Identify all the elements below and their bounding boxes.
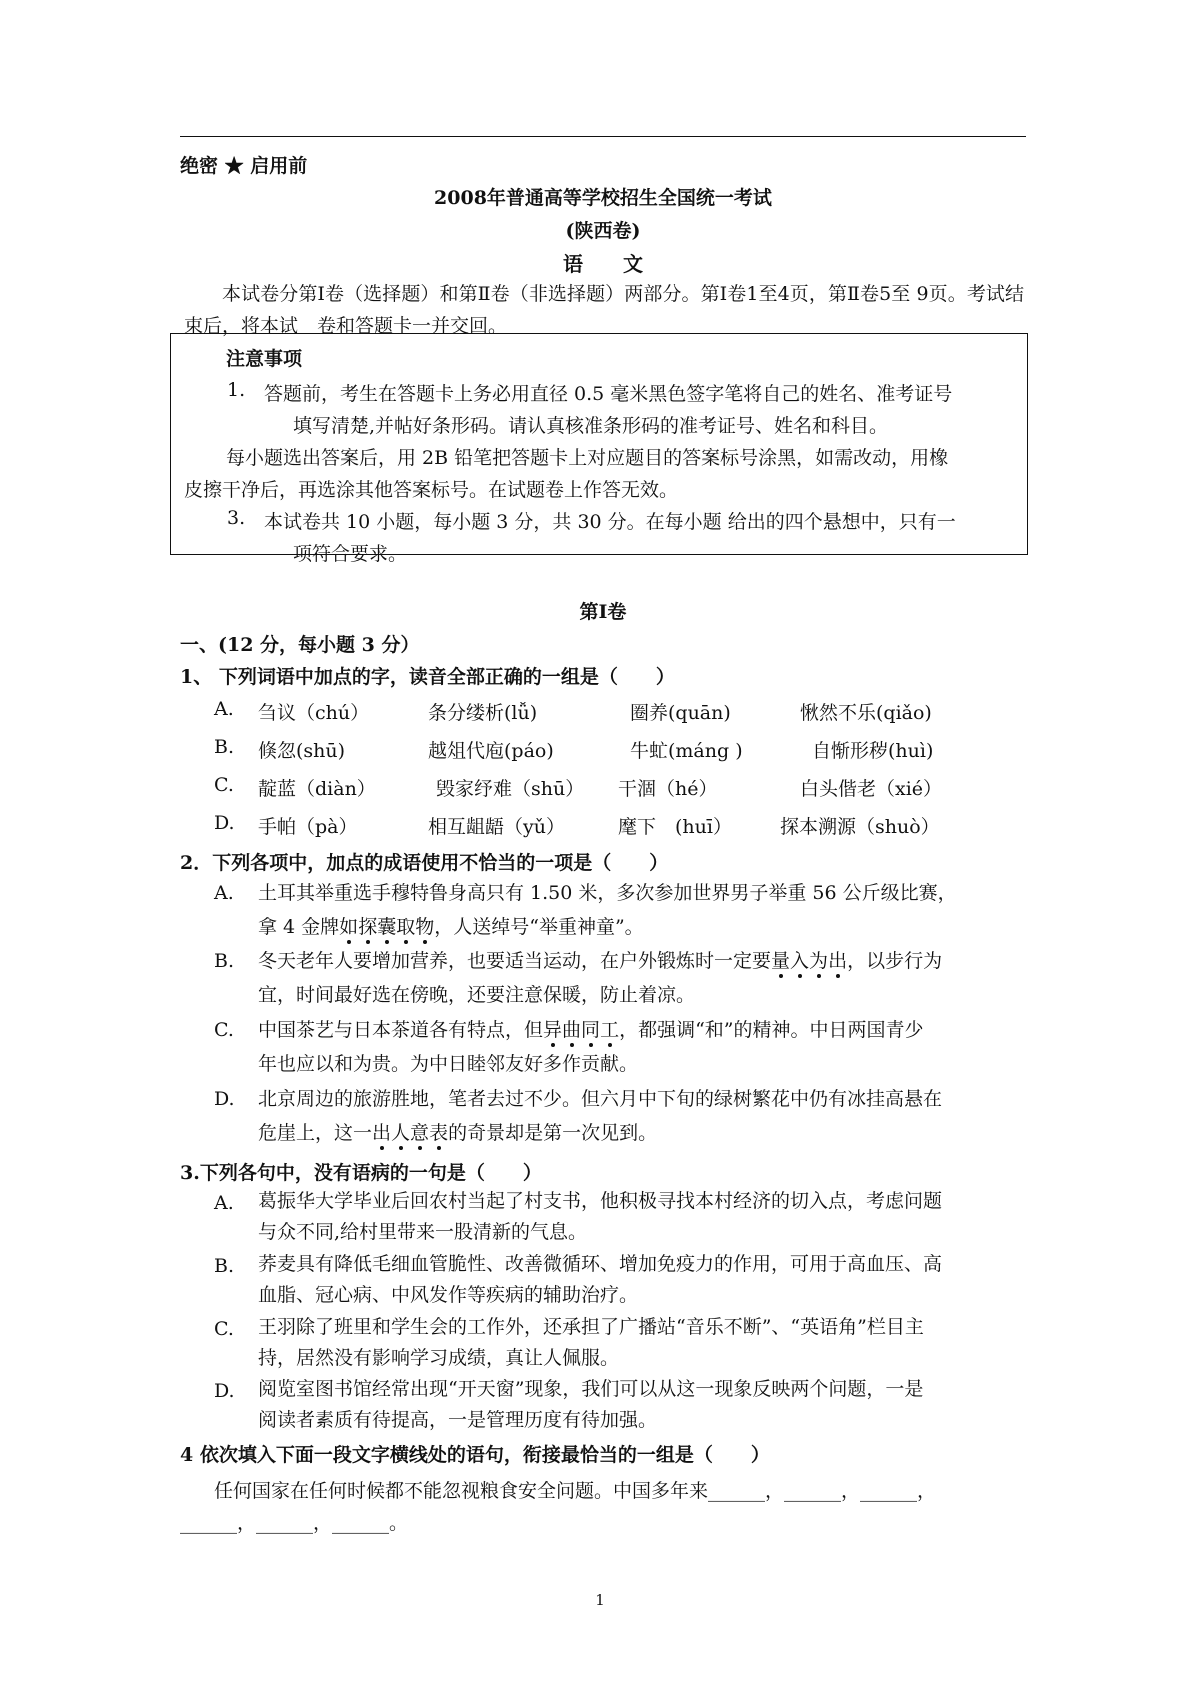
option-text bbox=[258, 876, 1026, 944]
option-text bbox=[258, 944, 1026, 1012]
dotted-idiom bbox=[339, 916, 434, 938]
q1-c-word3: 干涸（hé） bbox=[618, 778, 718, 800]
emphasis-char: 探 bbox=[358, 916, 378, 938]
q1-c-word4: 白头偕老（xié） bbox=[800, 778, 943, 800]
q3-c-line2: 持，居然没有影响学习成绩，真让人佩服。 bbox=[258, 1347, 620, 1369]
q3-c-line1: 王羽除了班里和学生会的工作外，还承担了广播站“音乐不断”、“英语角”栏目主 bbox=[258, 1316, 924, 1338]
emphasis-char: 曲 bbox=[562, 1019, 582, 1041]
notice-item2-line2: 皮擦干净后，再选涂其他答案标号。在试题卷上作答无效。 bbox=[184, 479, 679, 501]
emphasis-char: 如 bbox=[339, 916, 359, 938]
emphasis-char: 为 bbox=[809, 950, 829, 972]
secret-label: 绝密 ★ 启用前 bbox=[180, 155, 308, 177]
q3-d-line2: 阅读者素质有待提高，一是管理历度有待加强。 bbox=[258, 1409, 658, 1431]
emphasis-char: 囊 bbox=[377, 916, 397, 938]
option-text bbox=[258, 1186, 1026, 1248]
q1-a-word4: 愀然不乐(qiǎo) bbox=[800, 702, 932, 724]
option-letter: A. bbox=[214, 1192, 234, 1214]
q1-b-word3: 牛虻(máng ) bbox=[630, 740, 743, 762]
text-segment: 中国茶艺与日本茶道各有特点，但 bbox=[258, 1019, 544, 1041]
q3-b-line2: 血脂、冠心病、中风发作等疾病的辅助治疗。 bbox=[258, 1284, 639, 1306]
emphasis-char: 入 bbox=[790, 950, 810, 972]
q2-b-line2: 宜，时间最好选在傍晚，还要注意保暖，防止着凉。 bbox=[258, 984, 696, 1006]
intro-paragraph: 本试卷分第Ⅰ卷（选择题）和第Ⅱ卷（非选择题）两部分。第Ⅰ卷1至4页，第Ⅱ卷5至 9页。考试结束后，将本试 卷和答题卡一并交回。 bbox=[184, 283, 1024, 337]
text-segment: 拿 4 金牌 bbox=[258, 916, 340, 938]
q2-a-line1: 土耳其举重选手穆特鲁身高只有 1.50 米，多次参加世界男子举重 56 公斤级比赛， bbox=[258, 882, 957, 904]
notice-heading: 注意事项 bbox=[226, 348, 303, 370]
emphasis-char: 物 bbox=[415, 916, 435, 938]
q1-b-word4: 自惭形秽(huì) bbox=[812, 740, 934, 762]
option-text bbox=[258, 1374, 1026, 1436]
option-letter: C. bbox=[214, 1019, 234, 1041]
q3-d-line1: 阅览室图书馆经常出现“开天窗”现象，我们可以从这一现象反映两个问题，一是 bbox=[258, 1378, 924, 1400]
q2-a-line2 bbox=[258, 910, 1026, 944]
subject-title: 语 文 bbox=[563, 252, 643, 276]
top-rule bbox=[180, 136, 1026, 137]
emphasis-char: 异 bbox=[543, 1019, 563, 1041]
text-segment: 冬天老年人要增加营养，也要适当运动，在户外锻炼时一定要 bbox=[258, 950, 772, 972]
option-letter: D. bbox=[214, 1088, 235, 1110]
option-letter: B. bbox=[214, 736, 235, 758]
q2-c-line1 bbox=[258, 1013, 1026, 1047]
q4-title: 4 依次填入下面一段文字横线处的语句，衔接最恰当的一组是（ ） bbox=[180, 1444, 770, 1466]
emphasis-char: 工 bbox=[600, 1019, 620, 1041]
emphasis-char: 人 bbox=[391, 1122, 411, 1144]
emphasis-char: 意 bbox=[410, 1122, 430, 1144]
option-letter: A. bbox=[214, 698, 234, 720]
option-text bbox=[258, 1312, 1026, 1374]
q4-line1: 任何国家在任何时候都不能忽视粮食安全问题。中国多年来______，______，______， bbox=[214, 1480, 937, 1502]
emphasis-char: 出 bbox=[828, 950, 848, 972]
q3-a-line2: 与众不同,给村里带来一股清新的气息。 bbox=[258, 1221, 588, 1243]
q1-d-word1: 手帕（pà） bbox=[258, 816, 358, 838]
dotted-idiom bbox=[372, 1122, 448, 1144]
q2-d-line1: 北京周边的旅游胜地，笔者去过不少。但六月中下旬的绿树繁花中仍有冰挂高悬在 bbox=[258, 1088, 943, 1110]
exam-subtitle: (陕西卷) bbox=[565, 220, 641, 242]
notice-item1-number: 1. bbox=[227, 379, 246, 401]
q2-c-line2: 年也应以和为贵。为中日睦邻友好多作贡献。 bbox=[258, 1053, 639, 1075]
dotted-idiom bbox=[771, 950, 847, 972]
option-text bbox=[258, 1013, 1026, 1081]
exam-title: 2008年普通高等学校招生全国统一考试 bbox=[434, 187, 772, 209]
option-letter: B. bbox=[214, 1255, 235, 1277]
option-letter: C. bbox=[214, 1318, 234, 1340]
emphasis-char: 同 bbox=[581, 1019, 601, 1041]
option-letter: A. bbox=[214, 882, 234, 904]
q1-a-word3: 圈养(quān) bbox=[630, 702, 731, 724]
q1-d-word4: 探本溯源（shuò） bbox=[780, 816, 940, 838]
section-heading: 一、(12 分，每小题 3 分） bbox=[180, 634, 420, 656]
q3-title: 3.下列各句中，没有语病的一句是（ ） bbox=[180, 1162, 542, 1184]
notice-item3-line2: 项符合要求。 bbox=[293, 543, 408, 565]
text-segment: ，以步行为 bbox=[847, 950, 943, 972]
page-number: 1 bbox=[595, 1591, 605, 1609]
q3-b-line1: 荞麦具有降低毛细血管脆性、改善微循环、增加免疫力的作用，可用于高血压、高 bbox=[258, 1253, 943, 1275]
q1-d-word3: 麾下 (huī） bbox=[618, 816, 732, 838]
notice-item1-line1: 答题前，考生在答题卡上务必用直径 0.5 毫米黑色签字笔将自己的姓名、准考证号 bbox=[264, 383, 953, 405]
q2-title: 2．下列各项中，加点的成语使用不恰当的一项是（ ） bbox=[180, 852, 669, 874]
q3-a-line1: 葛振华大学毕业后回农村当起了村支书，他积极寻找本村经济的切入点，考虑问题 bbox=[258, 1190, 943, 1212]
q1-c-word2: 毁家纾难（shū） bbox=[436, 778, 585, 800]
text-segment: ，人送绰号“举重神童”。 bbox=[434, 916, 644, 938]
q1-b-word1: 倏忽(shū) bbox=[258, 740, 346, 762]
option-letter: D. bbox=[214, 1380, 235, 1402]
option-letter: D. bbox=[214, 812, 235, 834]
option-letter: B. bbox=[214, 950, 235, 972]
q1-c-word1: 靛蓝（diàn） bbox=[258, 778, 376, 800]
text-segment: ，都强调“和”的精神。中日两国青少 bbox=[619, 1019, 924, 1041]
option-text bbox=[258, 1082, 1026, 1150]
q4-line2: ______，______，______。 bbox=[180, 1512, 409, 1534]
emphasis-char: 出 bbox=[372, 1122, 392, 1144]
emphasis-char: 取 bbox=[396, 916, 416, 938]
text-segment: 的奇景却是第一次见到。 bbox=[448, 1122, 658, 1144]
part1-title: 第Ⅰ卷 bbox=[579, 601, 627, 623]
dotted-idiom bbox=[543, 1019, 619, 1041]
emphasis-char: 表 bbox=[429, 1122, 449, 1144]
emphasis-char: 量 bbox=[771, 950, 791, 972]
option-letter: C. bbox=[214, 774, 234, 796]
q1-title: 1、 下列词语中加点的字，读音全部正确的一组是（ ） bbox=[180, 666, 675, 688]
notice-item3-number: 3. bbox=[227, 507, 246, 529]
q2-b-line1 bbox=[258, 944, 1026, 978]
option-text bbox=[258, 1249, 1026, 1311]
q1-a-word2: 条分缕析(lǚ) bbox=[428, 702, 538, 724]
q1-b-word2: 越俎代庖(páo) bbox=[428, 740, 554, 762]
q2-d-line2 bbox=[258, 1116, 1026, 1150]
notice-item3-line1: 本试卷共 10 小题，每小题 3 分，共 30 分。在每小题 给出的四个悬想中，只有一 bbox=[264, 511, 956, 533]
q1-d-word2: 相互龃龉（yǔ） bbox=[428, 816, 565, 838]
text-segment: 危崖上，这一 bbox=[258, 1122, 373, 1144]
q1-a-word1: 刍议（chú） bbox=[258, 702, 370, 724]
notice-item2-line1: 每小题选出答案后，用 2B 铅笔把答题卡上对应题目的答案标号涂黑，如需改动，用橡 bbox=[226, 447, 949, 469]
notice-item1-line2: 填写清楚,并帖好条形码。请认真核准条形码的准考证号、姓名和科目。 bbox=[293, 415, 889, 437]
notice-box bbox=[170, 333, 1028, 565]
